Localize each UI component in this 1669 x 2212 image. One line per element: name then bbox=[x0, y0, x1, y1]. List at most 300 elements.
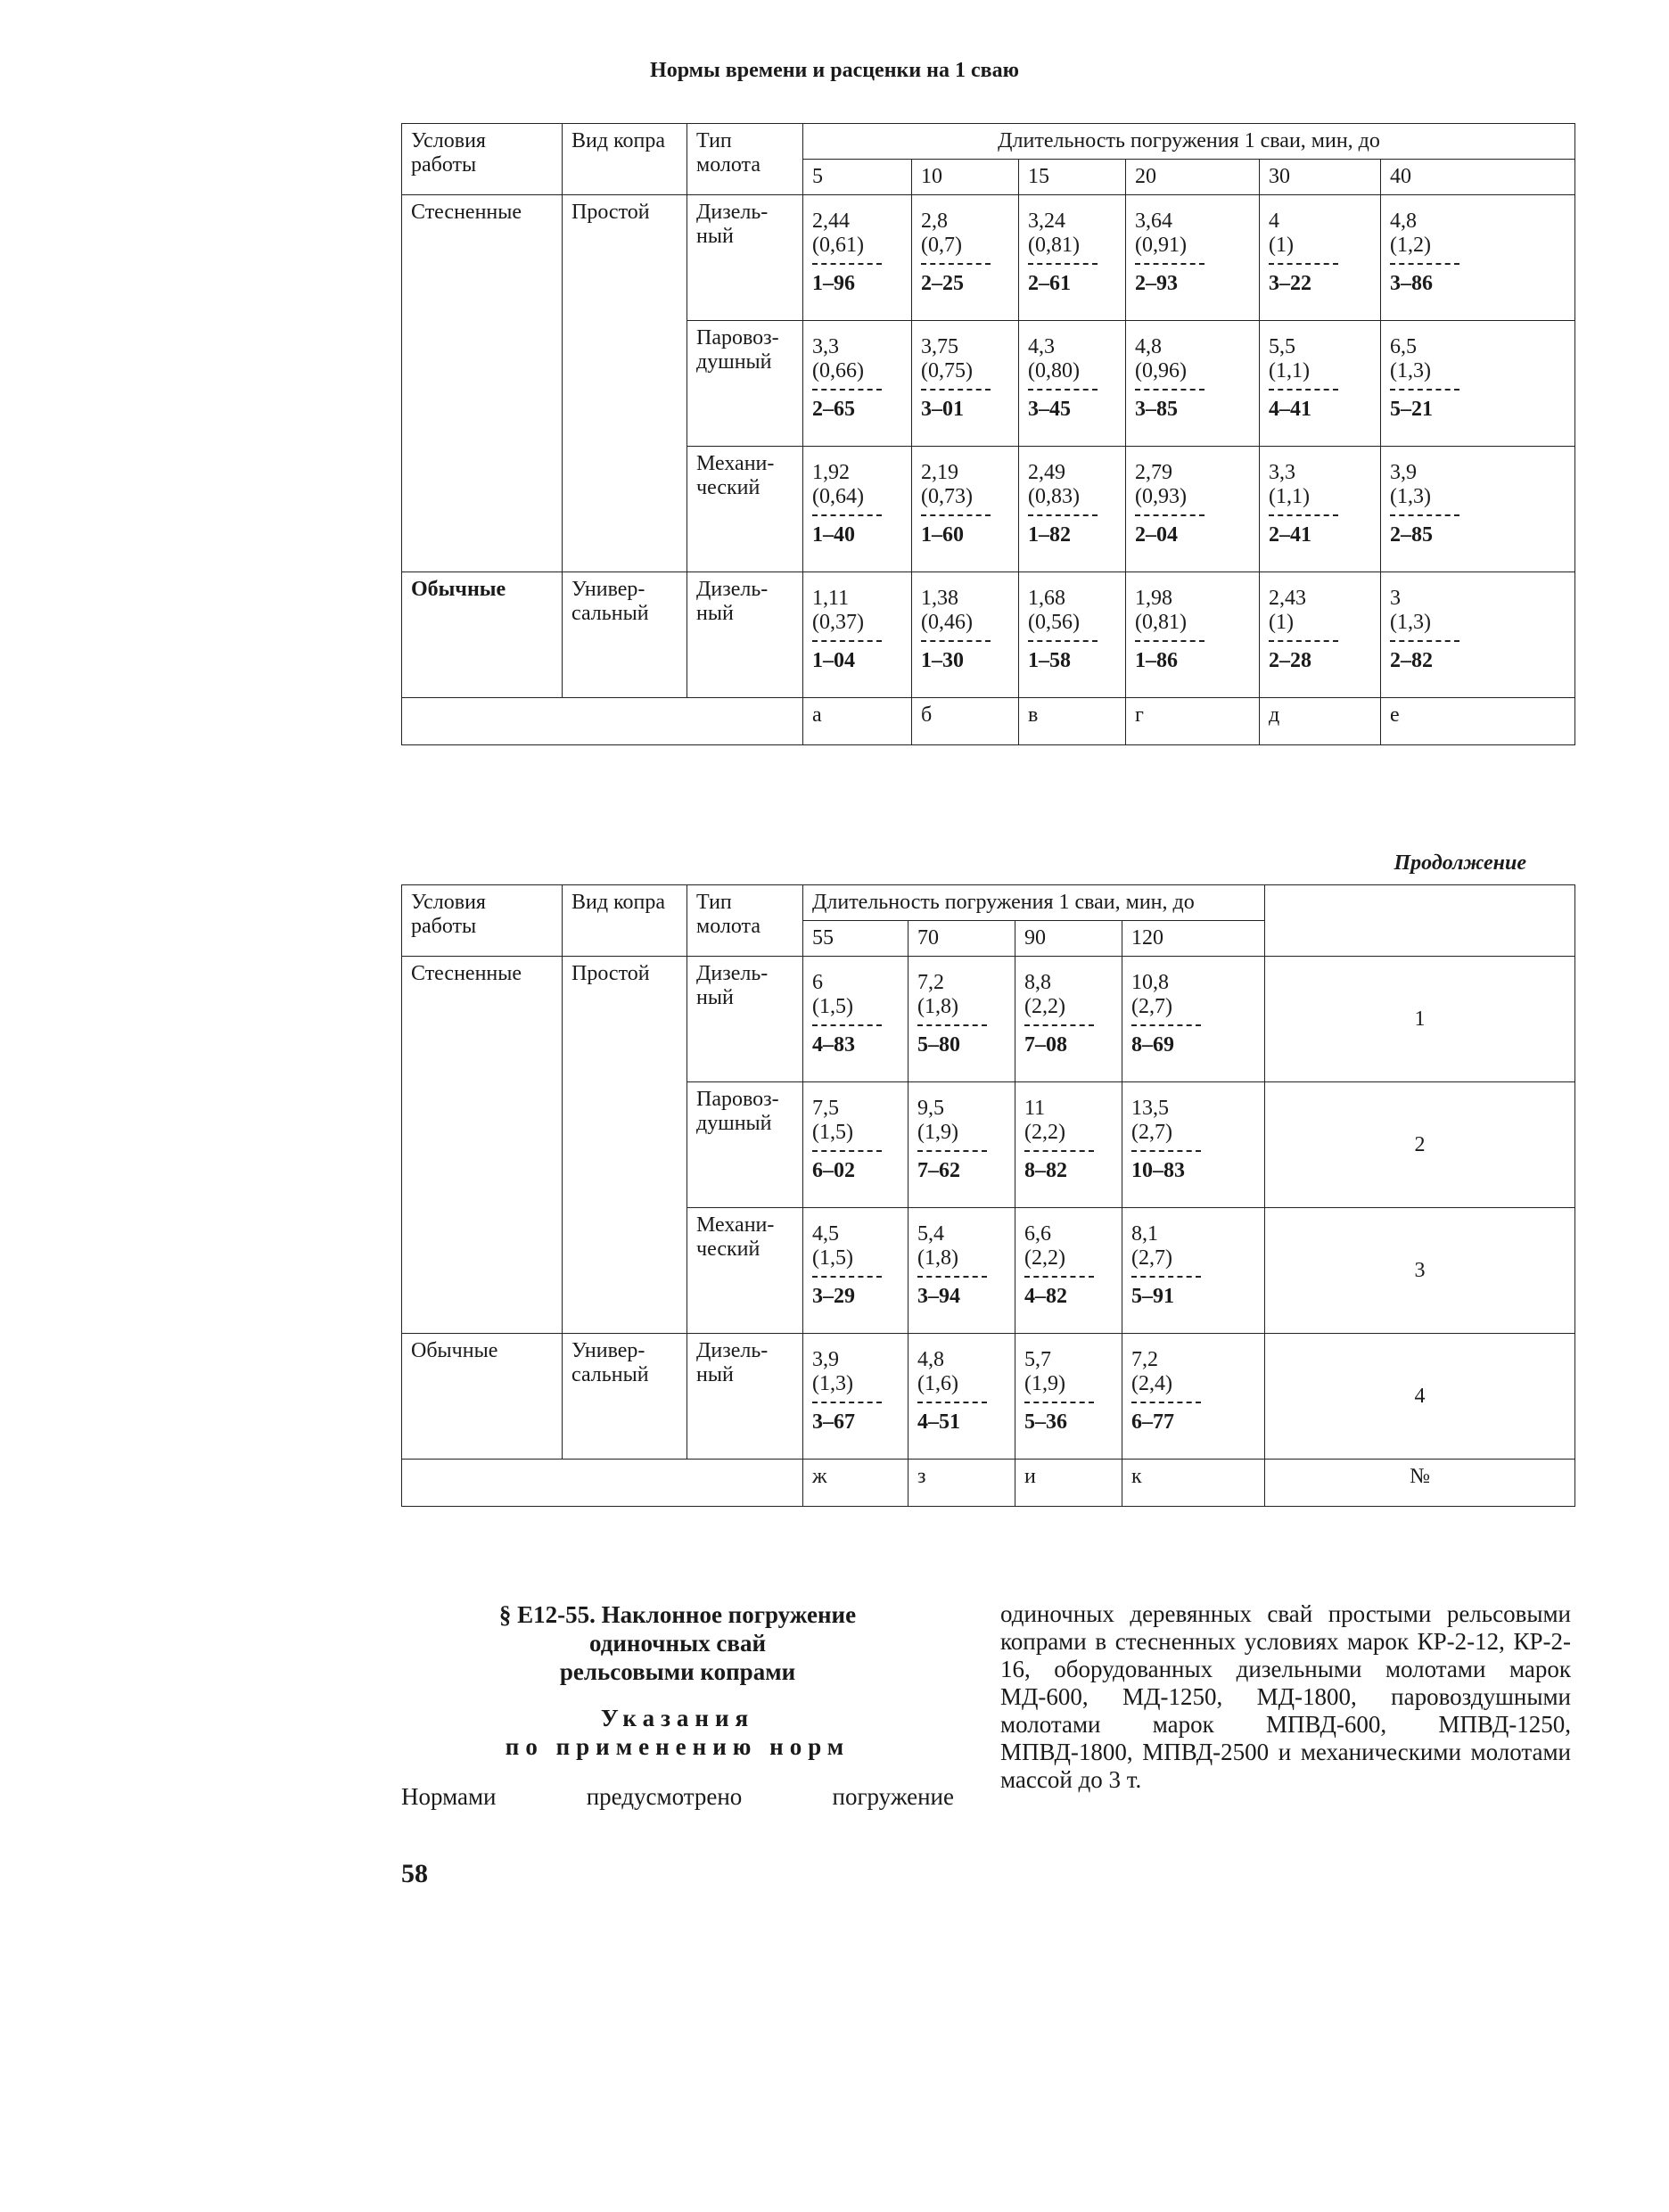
norm-time-crew: (2,2) bbox=[1024, 1246, 1065, 1270]
norm-time: 7,2 bbox=[1131, 1348, 1158, 1371]
norm-price: 1–40 bbox=[812, 523, 855, 547]
norm-cell bbox=[1015, 957, 1122, 1082]
norm-cell bbox=[803, 195, 912, 321]
header-duration-value: 120 bbox=[1122, 921, 1265, 957]
cell-hammer: Дизель-ный bbox=[687, 1334, 803, 1460]
cell-hammer: Дизель-ный bbox=[687, 957, 803, 1082]
norm-cell-values bbox=[812, 452, 902, 566]
norm-cell-values bbox=[1390, 326, 1566, 440]
norm-cell-values bbox=[1131, 1339, 1255, 1453]
norm-price: 3–29 bbox=[812, 1285, 855, 1308]
header-frame-type: Вид копра bbox=[563, 885, 687, 957]
norm-cell bbox=[1019, 447, 1126, 572]
section-paragraph-continuation: одиночных деревянных свай простыми рельсовыми копрами в стесненных условиях марок КР-2-12, КР-2-16, оборудованных дизельными молотами марок МД-600, МД-1250, МД-1800, паровоздушными молотами марок МПВД-600, МПВД-1250, МПВД-1800, МПВД-2500 и механическими молотами массой до 3 т. bbox=[1000, 1600, 1571, 1793]
norm-time: 3,9 bbox=[1390, 461, 1417, 484]
norm-cell bbox=[803, 1082, 908, 1208]
norm-cell-values bbox=[1028, 326, 1116, 440]
footer-empty-cell bbox=[402, 1460, 803, 1507]
norm-time: 9,5 bbox=[917, 1097, 944, 1120]
norm-price: 1–82 bbox=[1028, 523, 1071, 547]
norm-cell bbox=[908, 1334, 1015, 1460]
norm-cell-values bbox=[1135, 578, 1250, 692]
norm-cell bbox=[912, 195, 1019, 321]
column-letter: в bbox=[1019, 698, 1126, 745]
column-letter: д bbox=[1260, 698, 1381, 745]
cell-hammer: Механи-ческий bbox=[687, 1208, 803, 1334]
norm-cell bbox=[1126, 572, 1260, 698]
norm-time-crew: (1,5) bbox=[812, 1121, 853, 1144]
cell-hammer: Паровоз-душный bbox=[687, 321, 803, 447]
norm-time: 3,3 bbox=[812, 335, 839, 358]
norm-price: 2–85 bbox=[1390, 523, 1433, 547]
norm-time: 3,9 bbox=[812, 1348, 839, 1371]
cell-hammer: Дизель-ный bbox=[687, 572, 803, 698]
norm-price: 3–22 bbox=[1269, 272, 1311, 295]
header-duration: Длительность погружения 1 сваи, мин, до bbox=[803, 885, 1265, 921]
norm-time-crew: (1,9) bbox=[1024, 1372, 1065, 1395]
footer-number-label: № bbox=[1265, 1460, 1575, 1507]
cell-hammer: Механи-ческий bbox=[687, 447, 803, 572]
norm-price: 8–69 bbox=[1131, 1033, 1174, 1057]
norm-time-crew: (1,6) bbox=[917, 1372, 958, 1395]
table-row bbox=[402, 957, 1575, 1082]
fraction-divider bbox=[921, 640, 991, 642]
norm-time-crew: (2,2) bbox=[1024, 995, 1065, 1018]
norm-cell bbox=[803, 447, 912, 572]
section-title bbox=[401, 1600, 954, 1686]
norm-time-crew: (1,3) bbox=[812, 1372, 853, 1395]
norm-price: 4–83 bbox=[812, 1033, 855, 1057]
norm-cell bbox=[803, 572, 912, 698]
norms-table-continuation bbox=[401, 884, 1575, 1507]
norm-cell bbox=[908, 1208, 1015, 1334]
fraction-divider bbox=[812, 389, 882, 391]
section-subtitle-line: Указания bbox=[600, 1705, 755, 1731]
norm-time-crew: (0,81) bbox=[1028, 234, 1080, 257]
norm-cell-values bbox=[1269, 578, 1371, 692]
fraction-divider bbox=[812, 514, 882, 516]
cell-hammer: Дизель-ный bbox=[687, 195, 803, 321]
cell-frame: Простой bbox=[563, 195, 687, 572]
norm-price: 7–08 bbox=[1024, 1033, 1067, 1057]
norm-price: 1–60 bbox=[921, 523, 964, 547]
fraction-divider bbox=[1135, 263, 1204, 265]
row-number: 1 bbox=[1265, 957, 1575, 1082]
norm-cell bbox=[1122, 957, 1265, 1082]
fraction-divider bbox=[1131, 1150, 1201, 1152]
norm-cell bbox=[1122, 1334, 1265, 1460]
norm-cell bbox=[1260, 572, 1381, 698]
norm-cell bbox=[1126, 195, 1260, 321]
norm-time-crew: (0,7) bbox=[921, 234, 962, 257]
page-number: 58 bbox=[401, 1859, 428, 1888]
norm-cell bbox=[908, 957, 1015, 1082]
norm-price: 1–96 bbox=[812, 272, 855, 295]
norm-time: 4,3 bbox=[1028, 335, 1055, 358]
norm-cell bbox=[1260, 195, 1381, 321]
norm-time: 7,2 bbox=[917, 971, 944, 994]
norm-cell-values bbox=[1269, 452, 1371, 566]
norm-time: 6 bbox=[812, 971, 823, 994]
section-left-column bbox=[401, 1600, 954, 1811]
norm-time-crew: (0,91) bbox=[1135, 234, 1187, 257]
fraction-divider bbox=[812, 1150, 882, 1152]
cell-conditions: Стесненные bbox=[402, 195, 563, 572]
norm-cell-values bbox=[921, 201, 1009, 315]
norm-time: 3,75 bbox=[921, 335, 958, 358]
norms-table-main bbox=[401, 123, 1575, 745]
norm-time-crew: (0,64) bbox=[812, 485, 864, 508]
fraction-divider bbox=[812, 1402, 882, 1403]
norm-time-crew: (1,8) bbox=[917, 1246, 958, 1270]
norm-time-crew: (1,3) bbox=[1390, 359, 1431, 382]
header-frame-type: Вид копра bbox=[563, 124, 687, 195]
norm-price: 5–91 bbox=[1131, 1285, 1174, 1308]
norm-time-crew: (0,37) bbox=[812, 611, 864, 634]
fraction-divider bbox=[1390, 514, 1459, 516]
norm-price: 4–82 bbox=[1024, 1285, 1067, 1308]
norm-price: 1–86 bbox=[1135, 649, 1178, 672]
norm-cell bbox=[803, 957, 908, 1082]
table-row bbox=[402, 195, 1575, 321]
norm-cell bbox=[912, 572, 1019, 698]
norm-cell bbox=[1381, 321, 1575, 447]
norm-time-crew: (0,61) bbox=[812, 234, 864, 257]
norm-time: 4 bbox=[1269, 210, 1279, 233]
norm-time: 5,5 bbox=[1269, 335, 1295, 358]
section-title-line: рельсовыми копрами bbox=[559, 1658, 796, 1685]
fraction-divider bbox=[1028, 263, 1098, 265]
fraction-divider bbox=[1269, 389, 1338, 391]
norm-time: 5,7 bbox=[1024, 1348, 1051, 1371]
header-duration-value: 5 bbox=[803, 160, 912, 195]
column-letter: г bbox=[1126, 698, 1260, 745]
fraction-divider bbox=[1390, 640, 1459, 642]
paragraph-start bbox=[401, 1782, 954, 1811]
norm-cell-values bbox=[812, 962, 899, 1076]
paragraph-word: Нормами bbox=[401, 1783, 497, 1810]
norm-cell bbox=[803, 1208, 908, 1334]
column-letter: з bbox=[908, 1460, 1015, 1507]
norm-time: 1,98 bbox=[1135, 587, 1172, 610]
norm-cell bbox=[1019, 195, 1126, 321]
column-letter: е bbox=[1381, 698, 1575, 745]
norm-cell bbox=[1122, 1208, 1265, 1334]
norm-cell-values bbox=[812, 1088, 899, 1202]
norm-price: 2–65 bbox=[812, 398, 855, 421]
norm-cell-values bbox=[1131, 1213, 1255, 1328]
norm-time-crew: (0,73) bbox=[921, 485, 973, 508]
norm-time-crew: (1,3) bbox=[1390, 611, 1431, 634]
fraction-divider bbox=[1024, 1276, 1094, 1278]
norm-price: 10–83 bbox=[1131, 1159, 1185, 1182]
norm-cell bbox=[1015, 1082, 1122, 1208]
norm-cell-values bbox=[1135, 201, 1250, 315]
norm-time-crew: (2,7) bbox=[1131, 1121, 1172, 1144]
table-row bbox=[402, 1334, 1575, 1460]
norm-time: 10,8 bbox=[1131, 971, 1169, 994]
section-subtitle bbox=[401, 1704, 954, 1761]
fraction-divider bbox=[1024, 1150, 1094, 1152]
norm-price: 4–41 bbox=[1269, 398, 1311, 421]
norm-price: 3–85 bbox=[1135, 398, 1178, 421]
paragraph-word: предусмотрено bbox=[586, 1783, 743, 1810]
norm-price: 2–41 bbox=[1269, 523, 1311, 547]
row-number: 2 bbox=[1265, 1082, 1575, 1208]
table-footer-row bbox=[402, 1460, 1575, 1507]
norm-cell bbox=[912, 321, 1019, 447]
norm-time: 1,11 bbox=[812, 587, 850, 610]
norm-cell bbox=[1019, 572, 1126, 698]
norm-price: 3–67 bbox=[812, 1410, 855, 1434]
norm-cell bbox=[803, 321, 912, 447]
norm-time: 6,6 bbox=[1024, 1222, 1051, 1246]
norm-cell-values bbox=[1028, 452, 1116, 566]
norm-cell-values bbox=[812, 201, 902, 315]
norm-cell-values bbox=[1390, 201, 1566, 315]
norm-cell-values bbox=[1024, 1339, 1113, 1453]
header-duration-value: 30 bbox=[1260, 160, 1381, 195]
norm-time: 2,8 bbox=[921, 210, 948, 233]
norm-time-crew: (1,1) bbox=[1269, 359, 1310, 382]
norm-cell-values bbox=[812, 1339, 899, 1453]
norm-cell-values bbox=[812, 578, 902, 692]
header-duration-value: 40 bbox=[1381, 160, 1575, 195]
norm-time-crew: (0,93) bbox=[1135, 485, 1187, 508]
norm-time-crew: (2,7) bbox=[1131, 995, 1172, 1018]
norm-time-crew: (0,75) bbox=[921, 359, 973, 382]
norm-cell bbox=[1015, 1334, 1122, 1460]
norm-price: 2–82 bbox=[1390, 649, 1433, 672]
fraction-divider bbox=[1390, 263, 1459, 265]
section-title-line: одиночных свай bbox=[588, 1630, 767, 1657]
norm-cell-values bbox=[921, 452, 1009, 566]
norm-time: 8,8 bbox=[1024, 971, 1051, 994]
fraction-divider bbox=[1135, 514, 1204, 516]
norm-cell-values bbox=[917, 962, 1006, 1076]
norm-price: 2–61 bbox=[1028, 272, 1071, 295]
column-letter: б bbox=[912, 698, 1019, 745]
fraction-divider bbox=[812, 640, 882, 642]
norm-time-crew: (0,46) bbox=[921, 611, 973, 634]
fraction-divider bbox=[1028, 514, 1098, 516]
norm-time-crew: (0,96) bbox=[1135, 359, 1187, 382]
cell-hammer: Паровоз-душный bbox=[687, 1082, 803, 1208]
header-conditions: Условия работы bbox=[402, 124, 563, 195]
norm-cell-values bbox=[917, 1088, 1006, 1202]
column-letter: и bbox=[1015, 1460, 1122, 1507]
norm-price: 1–30 bbox=[921, 649, 964, 672]
norm-time: 3,64 bbox=[1135, 210, 1172, 233]
norm-cell bbox=[1260, 321, 1381, 447]
fraction-divider bbox=[1269, 514, 1338, 516]
norm-time-crew: (0,66) bbox=[812, 359, 864, 382]
norm-cell-values bbox=[1024, 1088, 1113, 1202]
column-letter: ж bbox=[803, 1460, 908, 1507]
header-number-column bbox=[1265, 885, 1575, 957]
table-row bbox=[402, 572, 1575, 698]
norm-price: 5–21 bbox=[1390, 398, 1433, 421]
fraction-divider bbox=[917, 1150, 987, 1152]
header-duration-value: 70 bbox=[908, 921, 1015, 957]
norm-time: 2,19 bbox=[921, 461, 958, 484]
fraction-divider bbox=[1131, 1024, 1201, 1026]
norm-time: 2,43 bbox=[1269, 587, 1306, 610]
fraction-divider bbox=[921, 389, 991, 391]
cell-frame: Универ-сальный bbox=[563, 572, 687, 698]
header-duration-value: 90 bbox=[1015, 921, 1122, 957]
norm-time-crew: (1) bbox=[1269, 234, 1294, 257]
norm-time: 7,5 bbox=[812, 1097, 839, 1120]
section-subtitle-line: по применению норм bbox=[505, 1733, 851, 1760]
norm-time-crew: (1,3) bbox=[1390, 485, 1431, 508]
norm-cell-values bbox=[1269, 201, 1371, 315]
norm-time-crew: (1,5) bbox=[812, 1246, 853, 1270]
fraction-divider bbox=[921, 263, 991, 265]
cell-frame: Простой bbox=[563, 957, 687, 1334]
fraction-divider bbox=[1024, 1024, 1094, 1026]
norm-cell-values bbox=[1028, 578, 1116, 692]
norm-time: 11 bbox=[1024, 1097, 1046, 1120]
norm-cell-values bbox=[1024, 962, 1113, 1076]
norm-cell bbox=[1019, 321, 1126, 447]
norm-time: 4,8 bbox=[917, 1348, 944, 1371]
fraction-divider bbox=[1135, 640, 1204, 642]
norm-cell-values bbox=[1135, 452, 1250, 566]
continuation-label: Продолжение bbox=[1394, 851, 1526, 875]
norm-time-crew: (0,80) bbox=[1028, 359, 1080, 382]
header-hammer-type: Тип молота bbox=[687, 124, 803, 195]
norm-cell-values bbox=[1390, 452, 1566, 566]
norm-time: 6,5 bbox=[1390, 335, 1417, 358]
header-duration-value: 20 bbox=[1126, 160, 1260, 195]
cell-conditions: Обычные bbox=[402, 572, 563, 698]
fraction-divider bbox=[1269, 263, 1338, 265]
fraction-divider bbox=[921, 514, 991, 516]
cell-frame: Универ-сальный bbox=[563, 1334, 687, 1460]
header-duration-value: 55 bbox=[803, 921, 908, 957]
fraction-divider bbox=[812, 263, 882, 265]
norm-time-crew: (2,2) bbox=[1024, 1121, 1065, 1144]
norm-cell bbox=[1126, 447, 1260, 572]
norm-time: 3,24 bbox=[1028, 210, 1065, 233]
norm-price: 6–02 bbox=[812, 1159, 855, 1182]
norm-time-crew: (0,56) bbox=[1028, 611, 1080, 634]
norm-price: 2–93 bbox=[1135, 272, 1178, 295]
norm-price: 2–28 bbox=[1269, 649, 1311, 672]
norm-cell bbox=[803, 1334, 908, 1460]
page-header: Нормы времени и расценки на 1 сваю bbox=[650, 59, 1019, 82]
norm-time: 3 bbox=[1390, 587, 1401, 610]
norm-time-crew: (1,8) bbox=[917, 995, 958, 1018]
norm-cell-values bbox=[1131, 962, 1255, 1076]
norm-cell-values bbox=[917, 1213, 1006, 1328]
norm-time: 3,3 bbox=[1269, 461, 1295, 484]
norm-time-crew: (1,2) bbox=[1390, 234, 1431, 257]
norm-price: 2–04 bbox=[1135, 523, 1178, 547]
cell-conditions: Стесненные bbox=[402, 957, 563, 1334]
row-number: 3 bbox=[1265, 1208, 1575, 1334]
fraction-divider bbox=[1024, 1402, 1094, 1403]
norm-cell-values bbox=[812, 326, 902, 440]
fraction-divider bbox=[1131, 1276, 1201, 1278]
paragraph-word: погружение bbox=[832, 1783, 954, 1810]
norm-price: 2–25 bbox=[921, 272, 964, 295]
norm-cell-values bbox=[1024, 1213, 1113, 1328]
fraction-divider bbox=[917, 1024, 987, 1026]
norm-time: 2,49 bbox=[1028, 461, 1065, 484]
fraction-divider bbox=[917, 1402, 987, 1403]
norm-time-crew: (1) bbox=[1269, 611, 1294, 634]
norm-time-crew: (2,4) bbox=[1131, 1372, 1172, 1395]
header-conditions: Условия работы bbox=[402, 885, 563, 957]
norm-cell-values bbox=[1131, 1088, 1255, 1202]
fraction-divider bbox=[1028, 389, 1098, 391]
norm-cell-values bbox=[921, 326, 1009, 440]
fraction-divider bbox=[1028, 640, 1098, 642]
norm-cell bbox=[1260, 447, 1381, 572]
norm-price: 3–94 bbox=[917, 1285, 960, 1308]
section-title-line: § Е12-55. Наклонное погружение bbox=[498, 1601, 857, 1628]
table-footer-row bbox=[402, 698, 1575, 745]
norm-cell-values bbox=[812, 1213, 899, 1328]
row-number: 4 bbox=[1265, 1334, 1575, 1460]
norm-time: 1,38 bbox=[921, 587, 958, 610]
header-duration-value: 10 bbox=[912, 160, 1019, 195]
norm-time: 2,44 bbox=[812, 210, 850, 233]
norm-time-crew: (1,9) bbox=[917, 1121, 958, 1144]
fraction-divider bbox=[917, 1276, 987, 1278]
norm-time: 4,5 bbox=[812, 1222, 839, 1246]
norm-cell-values bbox=[1135, 326, 1250, 440]
norm-time: 13,5 bbox=[1131, 1097, 1169, 1120]
norm-time: 4,8 bbox=[1390, 210, 1417, 233]
norm-time: 8,1 bbox=[1131, 1222, 1158, 1246]
norm-price: 5–80 bbox=[917, 1033, 960, 1057]
norm-time: 2,79 bbox=[1135, 461, 1172, 484]
norm-price: 1–58 bbox=[1028, 649, 1071, 672]
fraction-divider bbox=[812, 1024, 882, 1026]
norm-time: 4,8 bbox=[1135, 335, 1162, 358]
norm-price: 4–51 bbox=[917, 1410, 960, 1434]
norm-cell-values bbox=[1390, 578, 1566, 692]
norm-cell-values bbox=[917, 1339, 1006, 1453]
column-letter: к bbox=[1122, 1460, 1265, 1507]
norm-time-crew: (1,1) bbox=[1269, 485, 1310, 508]
norm-price: 1–04 bbox=[812, 649, 855, 672]
fraction-divider bbox=[812, 1276, 882, 1278]
norm-cell bbox=[1381, 572, 1575, 698]
fraction-divider bbox=[1135, 389, 1204, 391]
norm-cell-values bbox=[921, 578, 1009, 692]
header-hammer-type: Тип молота bbox=[687, 885, 803, 957]
norm-time: 1,92 bbox=[812, 461, 850, 484]
norm-price: 8–82 bbox=[1024, 1159, 1067, 1182]
norm-time-crew: (0,81) bbox=[1135, 611, 1187, 634]
norm-time-crew: (2,7) bbox=[1131, 1246, 1172, 1270]
norm-time-crew: (0,83) bbox=[1028, 485, 1080, 508]
norm-time: 1,68 bbox=[1028, 587, 1065, 610]
footer-empty-cell bbox=[402, 698, 803, 745]
norm-price: 3–01 bbox=[921, 398, 964, 421]
norm-cell bbox=[1381, 195, 1575, 321]
norm-cell bbox=[908, 1082, 1015, 1208]
norm-cell-values bbox=[1028, 201, 1116, 315]
header-duration: Длительность погружения 1 сваи, мин, до bbox=[803, 124, 1575, 160]
norm-price: 3–45 bbox=[1028, 398, 1071, 421]
norm-cell bbox=[1122, 1082, 1265, 1208]
norm-price: 5–36 bbox=[1024, 1410, 1067, 1434]
